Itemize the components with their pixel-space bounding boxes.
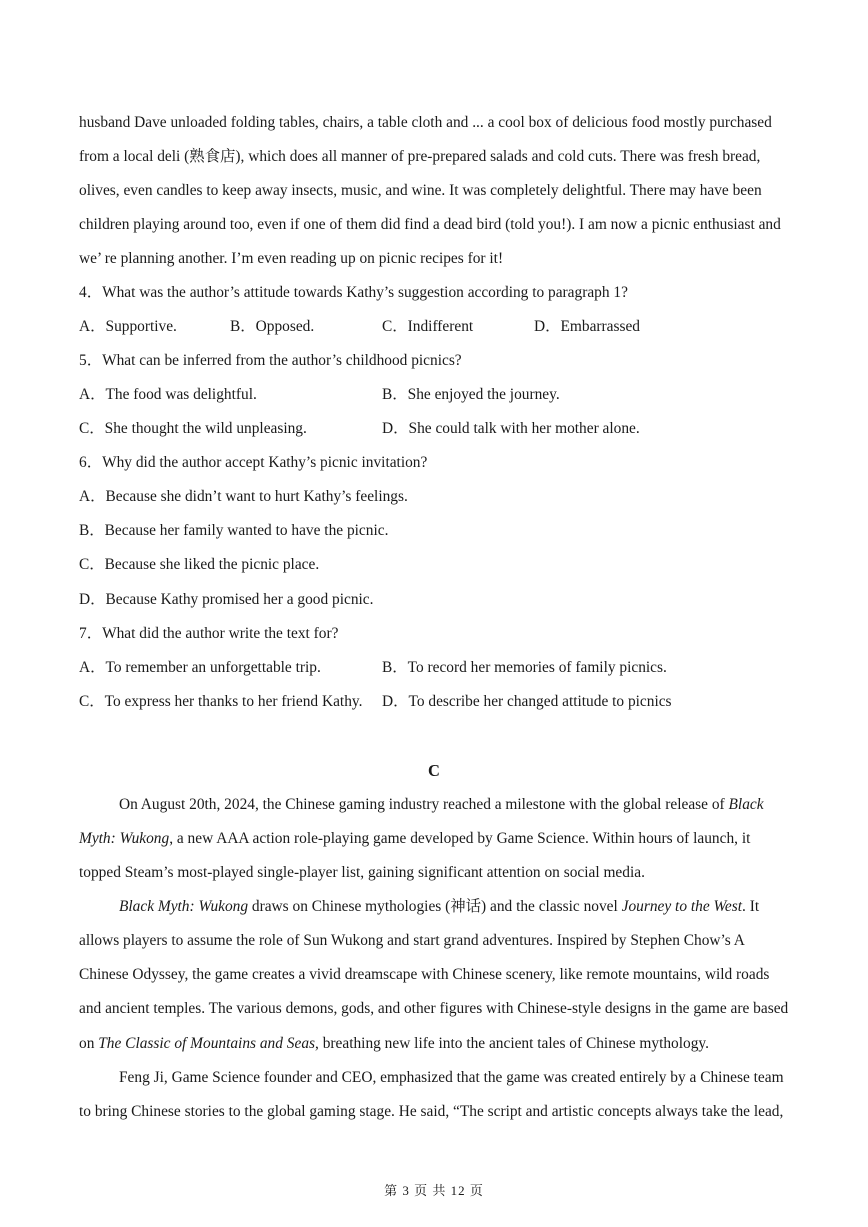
q7-option-a: A．To remember an unforgettable trip. <box>79 659 321 676</box>
section-c-p2-line: allows players to assume the role of Sun Wukong and start grand adventures. Inspired by Stephen Chow’s A <box>79 932 745 949</box>
passage-line: we’ re planning another. I’m even reading up on picnic recipes for it! <box>79 250 504 267</box>
section-c-p2-line: Black Myth: Wukong draws on Chinese mythologies (神话) and the classic novel Journey to the West. It <box>119 898 760 915</box>
section-c-p2-line: Chinese Odyssey, the game creates a vivid dreamscape with Chinese scenery, like remote mountains, wild roads <box>79 966 770 983</box>
q5-option-a: A．The food was delightful. <box>79 386 257 403</box>
q6-option-b: B．Because her family wanted to have the picnic. <box>79 522 389 539</box>
q5-option-b: B．She enjoyed the journey. <box>382 386 560 403</box>
q5-option-c: C．She thought the wild unpleasing. <box>79 420 307 437</box>
passage-line: from a local deli (熟食店), which does all manner of pre-prepared salads and cold cuts. There was fresh bread, <box>79 148 761 165</box>
question-4-stem: 4．What was the author’s attitude towards Kathy’s suggestion according to paragraph 1? <box>79 284 628 301</box>
q4-option-b: B．Opposed. <box>230 318 315 335</box>
q6-option-d: D．Because Kathy promised her a good picnic. <box>79 591 374 608</box>
q4-option-a: A．Supportive. <box>79 318 177 335</box>
section-c-p1-line: Myth: Wukong, a new AAA action role-playing game developed by Game Science. Within hours of launch, it <box>79 830 751 847</box>
q7-option-d: D．To describe her changed attitude to picnics <box>382 693 672 710</box>
section-c-p3-line: to bring Chinese stories to the global gaming stage. He said, “The script and artistic concepts always take the lead, <box>79 1103 784 1120</box>
q4-option-c: C．Indifferent <box>382 318 474 335</box>
question-7-stem: 7．What did the author write the text for? <box>79 625 339 642</box>
section-c-title: C <box>428 761 440 780</box>
q7-option-b: B．To record her memories of family picnics. <box>382 659 667 676</box>
passage-line: husband Dave unloaded folding tables, chairs, a table cloth and ... a cool box of delicious food mostly purchased <box>79 114 772 131</box>
question-6-stem: 6．Why did the author accept Kathy’s picnic invitation? <box>79 454 428 471</box>
section-c-p1-line: On August 20th, 2024, the Chinese gaming industry reached a milestone with the global release of Black <box>119 796 764 813</box>
section-c-p3-line: Feng Ji, Game Science founder and CEO, emphasized that the game was created entirely by a Chinese team <box>119 1069 784 1086</box>
section-c-p2-line: on The Classic of Mountains and Seas, breathing new life into the ancient tales of Chinese mythology. <box>79 1035 709 1052</box>
q5-option-d: D．She could talk with her mother alone. <box>382 420 640 437</box>
question-5-stem: 5．What can be inferred from the author’s childhood picnics? <box>79 352 462 369</box>
section-c-p1-line: topped Steam’s most-played single-player list, gaining significant attention on social media. <box>79 864 645 881</box>
q7-option-c: C．To express her thanks to her friend Kathy. <box>79 693 363 710</box>
q4-option-d: D．Embarrassed <box>534 318 640 335</box>
passage-line: olives, even candles to keep away insects, music, and wine. It was completely delightful. There may have been <box>79 182 762 199</box>
section-c-p2-line: and ancient temples. The various demons, gods, and other figures with Chinese-style designs in the game are based <box>79 1000 789 1017</box>
passage-line: children playing around too, even if one of them did find a dead bird (told you!). I am now a picnic enthusiast and <box>79 216 781 233</box>
page-footer: 第 3 页 共 12 页 <box>384 1183 484 1198</box>
q6-option-c: C．Because she liked the picnic place. <box>79 556 320 573</box>
q6-option-a: A．Because she didn’t want to hurt Kathy’s feelings. <box>79 488 408 505</box>
